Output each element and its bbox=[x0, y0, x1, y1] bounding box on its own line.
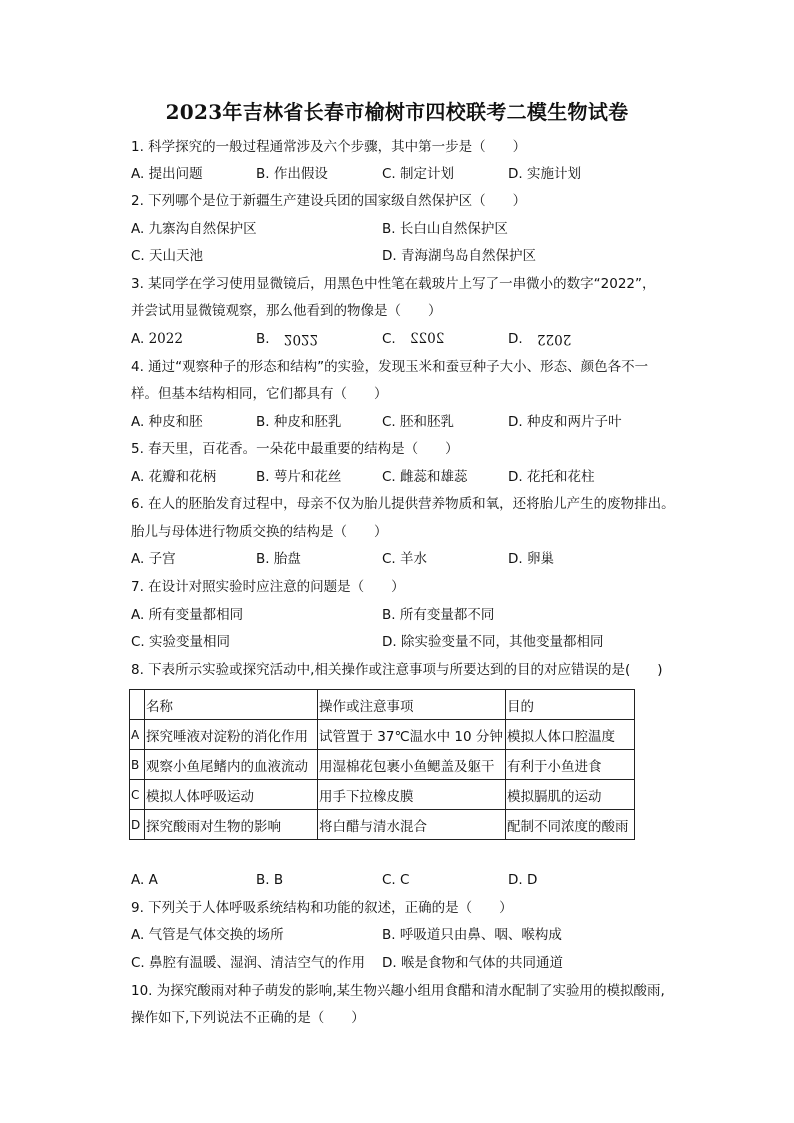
table-cell: 观察小鱼尾鳍内的血液流动 bbox=[145, 750, 318, 780]
q6-option-b: B. 胎盘 bbox=[256, 551, 301, 567]
q2-option-c: C. 天山天池 bbox=[131, 248, 204, 264]
q2-option-b: B. 长白山自然保护区 bbox=[382, 221, 508, 237]
q7-option-c: C. 实验变量相同 bbox=[131, 634, 231, 650]
question-3-stem-line1: 3. 某同学在学习使用显微镜后，用黑色中性笔在载玻片上写了一串微小的数字“2022”， bbox=[131, 276, 656, 292]
question-6-stem-line1: 6. 在人的胚胎发育过程中，母亲不仅为胎儿提供营养物质和氧，还将胎儿产生的废物排出。 bbox=[131, 496, 675, 512]
q2-option-a: A. 九寨沟自然保护区 bbox=[131, 221, 257, 237]
q3-option-b-value: 2022 bbox=[283, 331, 319, 347]
question-10-stem-line1: 10. 为探究酸雨对种子萌发的影响,某生物兴趣小组用食醋和清水配制了实验用的模拟酸雨, bbox=[131, 983, 665, 999]
q5-option-c: C. 雌蕊和雄蕊 bbox=[382, 469, 468, 485]
table-cell: 用手下拉橡皮膜 bbox=[318, 780, 506, 810]
q8-option-d: D. D bbox=[508, 872, 538, 888]
q9-option-c: C. 鼻腔有温暖、湿润、清洁空气的作用 bbox=[131, 955, 366, 971]
q6-option-d: D. 卵巢 bbox=[508, 551, 554, 567]
q4-option-a: A. 种皮和胚 bbox=[131, 414, 203, 430]
q5-option-d: D. 花托和花柱 bbox=[508, 469, 595, 485]
table-cell: 有利于小鱼进食 bbox=[506, 750, 635, 780]
table-cell: 探究酸雨对生物的影响 bbox=[145, 810, 318, 840]
q3-option-b bbox=[256, 329, 318, 349]
q9-option-b: B. 呼吸道只由鼻、咽、喉构成 bbox=[382, 927, 562, 943]
q4-option-c: C. 胚和胚乳 bbox=[382, 414, 455, 430]
q4-option-b: B. 种皮和胚乳 bbox=[256, 414, 342, 430]
q7-option-a: A. 所有变量都相同 bbox=[131, 607, 244, 623]
table-cell: 将白醋与清水混合 bbox=[318, 810, 506, 840]
q5-option-a: A. 花瓣和花柄 bbox=[131, 469, 217, 485]
table-cell: 模拟人体口腔温度 bbox=[506, 720, 635, 750]
table-row bbox=[130, 780, 635, 810]
q6-option-a: A. 子宫 bbox=[131, 551, 176, 567]
table-cell: C bbox=[130, 780, 145, 810]
q9-option-d: D. 喉是食物和气体的共同通道 bbox=[382, 955, 563, 971]
q7-option-b: B. 所有变量都不同 bbox=[382, 607, 495, 623]
question-1-stem: 1. 科学探究的一般过程通常涉及六个步骤，其中第一步是（ ） bbox=[131, 139, 527, 155]
table-header-cell: 目的 bbox=[506, 690, 635, 720]
question-8-stem: 8. 下表所示实验或探究活动中,相关操作或注意事项与所要达到的目的对应错误的是( ) bbox=[131, 662, 663, 678]
question-3-stem-line2: 并尝试用显微镜观察，那么他看到的物像是（ ） bbox=[131, 303, 442, 319]
question-4-stem-line2: 样。但基本结构相同，它们都具有（ ） bbox=[131, 386, 388, 402]
q1-option-a: A. 提出问题 bbox=[131, 166, 203, 182]
q4-option-d: D. 种皮和两片子叶 bbox=[508, 414, 622, 430]
q8-option-c: C. C bbox=[382, 872, 410, 888]
question-5-stem: 5. 春天里，百花香。一朵花中最重要的结构是（ ） bbox=[131, 441, 459, 457]
q1-option-b: B. 作出假设 bbox=[256, 166, 328, 182]
table-cell: 探究唾液对淀粉的消化作用 bbox=[145, 720, 318, 750]
q3-option-a-value: 2022 bbox=[148, 331, 183, 347]
q3-option-b-label: B. bbox=[256, 331, 270, 347]
q3-option-d-value: 2022 bbox=[536, 331, 572, 347]
question-2-stem: 2. 下列哪个是位于新疆生产建设兵团的国家级自然保护区（ ） bbox=[131, 193, 527, 209]
table-header-row bbox=[130, 690, 635, 720]
table-cell: B bbox=[130, 750, 145, 780]
question-4-stem-line1: 4. 通过“观察种子的形态和结构”的实验，发现玉米和蚕豆种子大小、形态、颜色各不一 bbox=[131, 359, 649, 375]
question-9-stem: 9. 下列关于人体呼吸系统结构和功能的叙述，正确的是（ ） bbox=[131, 900, 513, 916]
q8-option-b: B. B bbox=[256, 872, 284, 888]
table-header-cell bbox=[130, 690, 145, 720]
table-header-cell: 名称 bbox=[145, 690, 318, 720]
q5-option-b: B. 萼片和花丝 bbox=[256, 469, 342, 485]
question-7-stem: 7. 在设计对照实验时应注意的问题是（ ） bbox=[131, 579, 405, 595]
q2-option-d: D. 青海湖鸟岛自然保护区 bbox=[382, 248, 536, 264]
q6-option-c: C. 羊水 bbox=[382, 551, 428, 567]
table-row bbox=[130, 810, 635, 840]
table-row bbox=[130, 720, 635, 750]
table-cell: 用湿棉花包裹小鱼鳃盖及躯干 bbox=[318, 750, 506, 780]
page-title: 2023年吉林省长春市榆树市四校联考二模生物试卷 bbox=[165, 100, 629, 124]
q8-option-a: A. A bbox=[131, 872, 158, 888]
table-cell: A bbox=[130, 720, 145, 750]
q1-option-c: C. 制定计划 bbox=[382, 166, 455, 182]
table-header-cell: 操作或注意事项 bbox=[318, 690, 506, 720]
q3-option-c-value: 2022 bbox=[410, 331, 445, 347]
table-cell: 模拟人体呼吸运动 bbox=[145, 780, 318, 810]
q3-option-a bbox=[131, 329, 183, 349]
table-row bbox=[130, 750, 635, 780]
question-10-stem-line2: 操作如下,下列说法不正确的是（ ） bbox=[131, 1010, 365, 1026]
q7-option-d: D. 除实验变量不同，其他变量都相同 bbox=[382, 634, 604, 650]
q8-table bbox=[129, 689, 635, 840]
table-cell: D bbox=[130, 810, 145, 840]
q3-option-c bbox=[382, 329, 444, 349]
q9-option-a: A. 气管是气体交换的场所 bbox=[131, 927, 284, 943]
q1-option-d: D. 实施计划 bbox=[508, 166, 581, 182]
table-cell: 模拟膈肌的运动 bbox=[506, 780, 635, 810]
table-cell: 配制不同浓度的酸雨 bbox=[506, 810, 635, 840]
q3-option-d-label: D. bbox=[508, 331, 523, 347]
question-6-stem-line2: 胎儿与母体进行物质交换的结构是（ ） bbox=[131, 524, 388, 540]
table-cell: 试管置于 37℃温水中 10 分钟 bbox=[318, 720, 506, 750]
q3-option-a-label: A. bbox=[131, 331, 145, 347]
q3-option-c-label: C. bbox=[382, 331, 396, 347]
q3-option-d bbox=[508, 329, 571, 349]
